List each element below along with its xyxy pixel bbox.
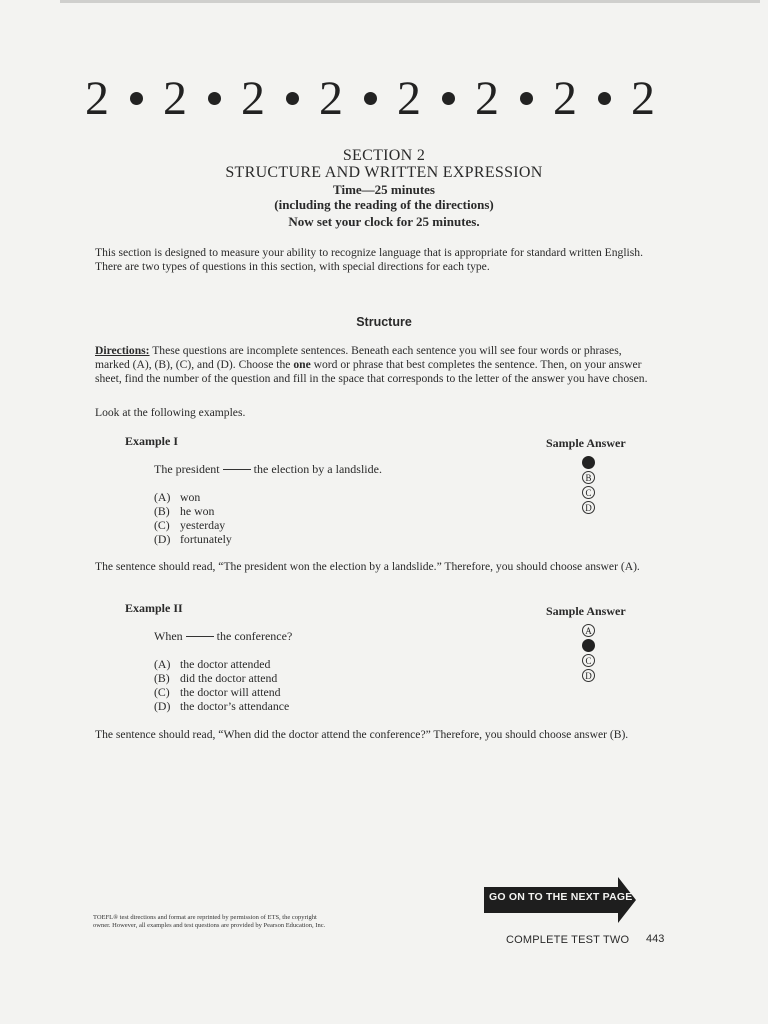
example-2-label: Example II	[125, 601, 183, 615]
go-to-next-page-banner	[484, 877, 636, 923]
stem-text: the election by a landslide.	[253, 462, 382, 476]
option-text: the doctor’s attendance	[180, 699, 290, 713]
option-text: did the doctor attend	[180, 671, 278, 685]
directions-text: These questions are incomplete sentences. Beneath each sentence you will see four words or phrases, marked (A), (B), (C), and (D). Choose the	[95, 344, 622, 371]
example-1-answer-bubbles	[582, 456, 595, 514]
clock-instruction: Now set your clock for 25 minutes.	[288, 214, 480, 229]
answer-blank	[223, 469, 251, 470]
option-letter: (D)	[154, 532, 171, 546]
look-instruction: Look at the following examples.	[95, 406, 246, 419]
answer-bubble-b: B	[582, 471, 595, 484]
answer-bubble-c: C	[582, 654, 595, 667]
banner-dot	[286, 92, 299, 105]
section-label: SECTION 2	[342, 147, 426, 164]
section-title: STRUCTURE AND WRITTEN EXPRESSION	[225, 164, 543, 181]
example-2-explanation: The sentence should read, “When did the doctor attend the conference?” Therefore, you should choose answer (B).	[95, 728, 629, 741]
answer-bubble-a	[582, 456, 595, 469]
example-1-label: Example I	[125, 434, 179, 448]
answer-bubble-b	[582, 639, 595, 652]
banner-digit: 2	[319, 71, 343, 125]
sample-answer-label: Sample Answer	[546, 436, 626, 450]
example-1-stem	[154, 462, 382, 477]
answer-bubble-d: D	[582, 669, 595, 682]
structure-heading: Structure	[356, 315, 412, 329]
banner-dot	[442, 92, 455, 105]
option-row	[154, 699, 289, 713]
option-letter: (D)	[154, 699, 171, 713]
sample-answer-label: Sample Answer	[546, 604, 626, 618]
banner-dot	[364, 92, 377, 105]
example-1-explanation: The sentence should read, “The president won the election by a landslide.” Therefore, you should choose answer (A).	[95, 560, 640, 573]
option-letter: (C)	[154, 518, 170, 532]
answer-bubble-d: D	[582, 501, 595, 514]
stem-text: the conference?	[216, 629, 293, 643]
banner-dot	[598, 92, 611, 105]
answer-blank	[186, 636, 214, 637]
option-letter: (A)	[154, 490, 171, 504]
page-number: 443	[646, 933, 665, 945]
banner-digit: 2	[397, 71, 421, 125]
option-letter: (C)	[154, 685, 170, 699]
option-text: yesterday	[180, 518, 226, 532]
stem-text: The president	[154, 462, 220, 476]
directions-emphasis: one	[293, 358, 311, 371]
directions-label: Directions:	[95, 344, 150, 357]
option-text: the doctor attended	[180, 657, 271, 671]
time-note: (including the reading of the directions)	[274, 197, 494, 212]
scan-edge-line	[60, 0, 760, 3]
option-row	[154, 490, 232, 504]
banner-digit: 2	[553, 71, 577, 125]
example-2-options	[154, 657, 289, 713]
test-name-footer: COMPLETE TEST TWO	[506, 934, 630, 946]
option-letter: (B)	[154, 671, 170, 685]
banner-dot	[520, 92, 533, 105]
example-2-stem	[154, 629, 292, 644]
banner-digit: 2	[163, 71, 187, 125]
option-row	[154, 685, 289, 699]
answer-bubble-a: A	[582, 624, 595, 637]
stem-text: When	[154, 629, 183, 643]
option-letter: (B)	[154, 504, 170, 518]
banner-dot	[130, 92, 143, 105]
banner-dot	[208, 92, 221, 105]
option-row	[154, 504, 232, 518]
section-number-banner	[85, 68, 655, 128]
example-1-options	[154, 490, 232, 546]
banner-digit: 2	[241, 71, 265, 125]
option-text: the doctor will attend	[180, 685, 281, 699]
option-row	[154, 657, 289, 671]
intro-paragraph: This section is designed to measure your ability to recognize language that is appropriate for standard written English. There are two types of questions in this section, with special directions for each type.	[95, 246, 643, 273]
banner-digit: 2	[85, 71, 109, 125]
option-text: he won	[180, 504, 215, 518]
next-page-label: GO ON TO THE NEXT PAGE	[489, 891, 633, 903]
option-row	[154, 518, 232, 532]
time-limit: Time—25 minutes	[333, 182, 435, 197]
example-2-answer-bubbles	[582, 624, 595, 682]
option-row	[154, 671, 289, 685]
banner-digit: 2	[475, 71, 499, 125]
answer-bubble-c: C	[582, 486, 595, 499]
directions-text: word or phrase that best completes the sentence. Then, on your answer sheet, find the number of the question and fill in the space that corresponds to the letter of the answer you have chosen.	[95, 358, 648, 385]
banner-digit: 2	[631, 71, 655, 125]
copyright-footnote: TOEFL® test directions and format are reprinted by permission of ETS, the copyright owner. However, all examples and test questions are provided by Pearson Education, Inc.	[93, 914, 326, 929]
option-text: fortunately	[180, 532, 232, 546]
option-row	[154, 532, 232, 546]
option-text: won	[180, 490, 201, 504]
option-letter: (A)	[154, 657, 171, 671]
directions-paragraph	[95, 344, 650, 386]
